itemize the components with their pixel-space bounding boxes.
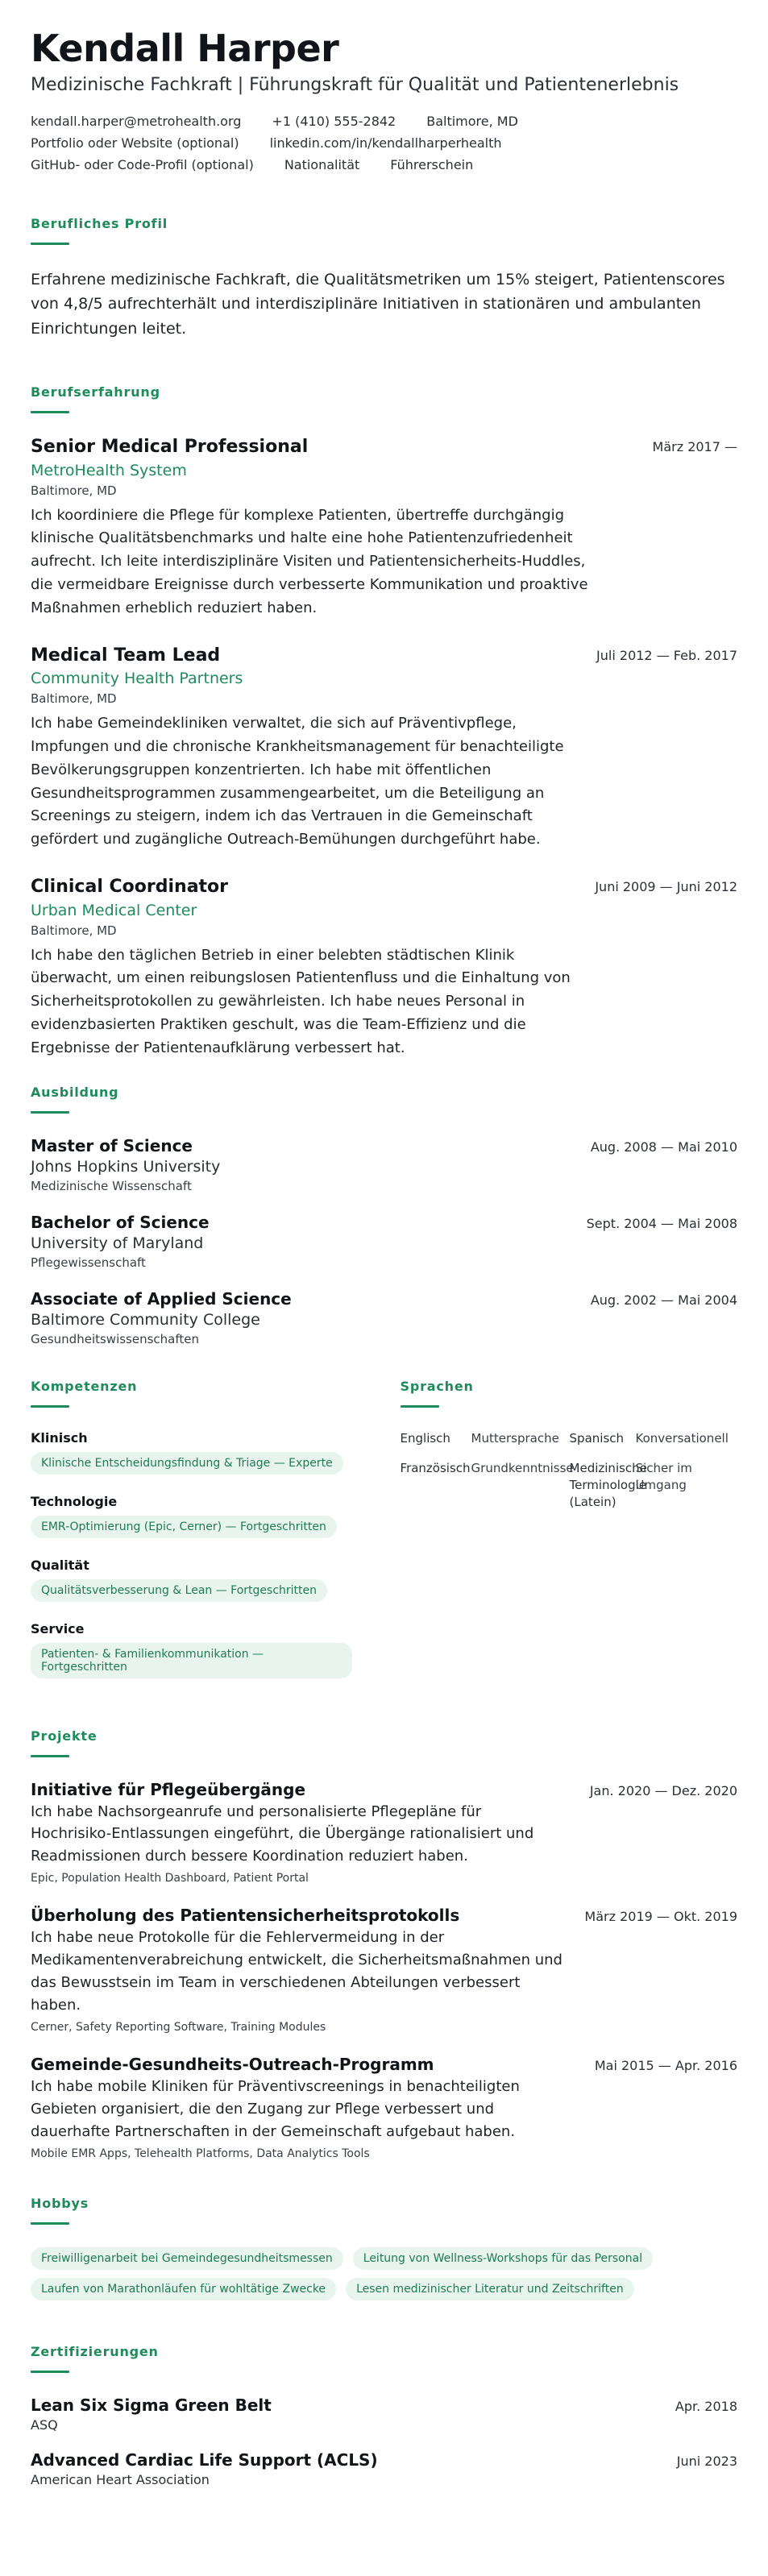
- experience-entry: [31, 876, 737, 1060]
- project-date: Mai 2015 — Apr. 2016: [594, 2057, 737, 2073]
- certification-date: Apr. 2018: [675, 2398, 737, 2414]
- contact-location: Baltimore, MD: [426, 113, 518, 129]
- education-entry: [31, 1289, 737, 1346]
- field-of-study: Pflegewissenschaft: [31, 1255, 146, 1270]
- certification-issuer: ASQ: [31, 2416, 58, 2433]
- skills-section: [31, 1379, 352, 1696]
- skill-category: Klinisch: [31, 1429, 88, 1446]
- experience-entry: [31, 436, 737, 620]
- section-divider: [31, 411, 69, 413]
- skills-languages-row: [31, 1379, 737, 1696]
- degree: Bachelor of Science: [31, 1212, 210, 1232]
- project-entry: [31, 1906, 737, 2034]
- skill-chip: EMR-Optimierung (Epic, Cerner) — Fortgeschritten: [31, 1516, 337, 1538]
- section-title: Berufserfahrung: [31, 384, 160, 400]
- experience-section: [31, 384, 737, 1060]
- certification-name: Lean Six Sigma Green Belt: [31, 2395, 272, 2415]
- section-divider: [401, 1405, 439, 1408]
- skill-group: [31, 1494, 352, 1556]
- hobby-chip: Lesen medizinischer Literatur und Zeitschriften: [346, 2278, 634, 2300]
- project-tools: Mobile EMR Apps, Telehealth Platforms, Data Analytics Tools: [31, 2147, 370, 2160]
- language-name: Spanisch: [569, 1430, 625, 1446]
- certification-entry: [31, 2450, 737, 2487]
- projects-section: [31, 1728, 737, 2160]
- section-divider: [31, 2371, 69, 2373]
- project-date: März 2019 — Okt. 2019: [584, 1909, 737, 1925]
- certification-date: Juni 2023: [676, 2453, 737, 2469]
- language-level: Sicher im Umgang: [635, 1460, 692, 1492]
- job-location: Baltimore, MD: [31, 923, 117, 938]
- contact-portfolio[interactable]: Portfolio oder Website (optional): [31, 135, 239, 151]
- employer: Community Health Partners: [31, 670, 243, 688]
- section-divider: [31, 1405, 69, 1408]
- language-level: Muttersprache: [471, 1430, 559, 1446]
- profile-summary: Erfahrene medizinische Fachkraft, die Qualitätsmetriken um 15% steigert, Patientenscores von 4,8/5 aufrechterhält und interdisziplinäre Initiativen in stationären und ambulanten Einrichtungen leitet.: [31, 270, 725, 338]
- job-description: Ich koordiniere die Pflege für komplexe Patienten, übertreffe durchgängig klinische Qualitätsbenchmarks und halte eine hohe Patientenzufriedenheit aufrecht. Ich leite interdisziplinäre Visiten und Patientensicherheits-Huddles, die vermeidbare Ereignisse durch verbesserte Kommunikation und proaktive Maßnahmen erheblich reduziert haben.: [31, 506, 588, 616]
- hobby-chip: Leitung von Wellness-Workshops für das Personal: [353, 2247, 653, 2270]
- school: Baltimore Community College: [31, 1310, 260, 1329]
- section-divider: [31, 1755, 69, 1757]
- section-title: Berufliches Profil: [31, 215, 168, 231]
- skill-chip: Klinische Entscheidungsfindung & Triage — Experte: [31, 1452, 343, 1475]
- project-name: Gemeinde-Gesundheits-Outreach-Programm: [31, 2054, 434, 2074]
- field-of-study: Medizinische Wissenschaft: [31, 1178, 192, 1193]
- language-level: Grundkenntnisse: [471, 1460, 574, 1475]
- education-entry: [31, 1136, 737, 1193]
- section-title: Sprachen: [400, 1378, 474, 1394]
- certifications-section: [31, 2344, 737, 2487]
- resume-header: [31, 29, 737, 172]
- education-date: Aug. 2008 — Mai 2010: [590, 1139, 737, 1155]
- contact-phone[interactable]: +1 (410) 555-2842: [272, 113, 396, 129]
- project-description: Ich habe mobile Kliniken für Präventivscreenings in benachteiligten Gebieten organisiert, die den Zugang zur Pflege verbessert und dauerhafte Partnerschaften in der Gemeinschaft aufgebaut haben.: [31, 2077, 520, 2140]
- job-description: Ich habe Gemeindekliniken verwaltet, die sich auf Präventivpflege, Impfungen und die chronische Krankheitsmanagement für benachteiligte Bevölkerungsgruppen konzentrierten. Ich habe mit öffentlichen Gesundheitsprogrammen zusammengearbeitet, um die Beteiligung an Screenings zu steigern, indem ich das Vertrauen in die Gemeinschaft gefördert und zugängliche Outreach-Bemühungen durchgeführt habe.: [31, 715, 564, 848]
- certification-entry: [31, 2396, 737, 2433]
- job-date: Juni 2009 — Juni 2012: [595, 879, 737, 895]
- education-date: Sept. 2004 — Mai 2008: [586, 1215, 737, 1231]
- language-name: Französisch: [400, 1460, 471, 1475]
- project-name: Überholung des Patientensicherheitsprotokolls: [31, 1906, 460, 1926]
- language-level: Konversationell: [635, 1430, 729, 1446]
- employer: MetroHealth System: [31, 461, 187, 479]
- education-date: Aug. 2002 — Mai 2004: [590, 1292, 737, 1308]
- job-description: Ich habe den täglichen Betrieb in einer belebten städtischen Klinik überwacht, um einen reibungslosen Patientenfluss und die Einhaltung von Sicherheitsprotokollen zu gewährleisten. Ich habe neues Personal in evidenzbasierten Praktiken geschult, was die Team-Effizienz und die Ergebnisse der Patientenaufklärung verbessert hat.: [31, 946, 571, 1056]
- contact-nationality: Nationalität: [284, 156, 360, 172]
- degree: Associate of Applied Science: [31, 1288, 292, 1309]
- education-section: [31, 1085, 737, 1346]
- languages-grid: [401, 1430, 737, 1511]
- skill-group: [31, 1558, 352, 1620]
- project-entry: [31, 2055, 737, 2160]
- section-divider: [31, 1111, 69, 1114]
- hobbies-section: [31, 2196, 737, 2300]
- languages-section: [401, 1379, 737, 1696]
- contact-linkedin[interactable]: linkedin.com/in/kendallharperhealth: [269, 135, 502, 151]
- skill-group: [31, 1430, 352, 1492]
- education-entry: [31, 1213, 737, 1270]
- contact-bar: [31, 114, 737, 172]
- candidate-headline: Medizinische Fachkraft | Führungskraft für Qualität und Patientenerlebnis: [31, 75, 679, 96]
- candidate-name: Kendall Harper: [31, 27, 339, 70]
- skill-category: Technologie: [31, 1493, 118, 1509]
- section-title: Hobbys: [31, 2195, 89, 2211]
- skill-chip: Patienten- & Familienkommunikation — Fortgeschritten: [31, 1643, 352, 1678]
- school: Johns Hopkins University: [31, 1157, 221, 1176]
- language-name: Englisch: [400, 1430, 450, 1446]
- job-title: Clinical Coordinator: [31, 877, 229, 898]
- project-description: Ich habe Nachsorgeanrufe und personalisierte Pflegepläne für Hochrisiko-Entlassungen eingeführt, die Übergänge rationalisiert und Readmissionen durch bessere Koordination reduziert haben.: [31, 1802, 534, 1865]
- language-name: Medizinische Terminologie (Latein): [569, 1460, 647, 1509]
- certification-name: Advanced Cardiac Life Support (ACLS): [31, 2449, 378, 2470]
- project-tools: Epic, Population Health Dashboard, Patient Portal: [31, 1872, 309, 1885]
- section-title: Ausbildung: [31, 1084, 119, 1100]
- job-date: März 2017 —: [652, 439, 737, 455]
- contact-github[interactable]: GitHub- oder Code-Profil (optional): [31, 156, 254, 172]
- degree: Master of Science: [31, 1135, 193, 1155]
- section-title: Zertifizierungen: [31, 2343, 159, 2359]
- hobby-chip: Freiwilligenarbeit bei Gemeindegesundheitsmessen: [31, 2247, 343, 2270]
- contact-license: Führerschein: [390, 156, 474, 172]
- skill-chip: Qualitätsverbesserung & Lean — Fortgeschritten: [31, 1579, 327, 1602]
- profile-section: [31, 216, 737, 341]
- hobby-chip: Laufen von Marathonläufen für wohltätige Zwecke: [31, 2278, 336, 2300]
- skill-category: Qualität: [31, 1557, 89, 1573]
- project-date: Jan. 2020 — Dez. 2020: [589, 1782, 737, 1798]
- field-of-study: Gesundheitswissenschaften: [31, 1331, 199, 1346]
- section-divider: [31, 2222, 69, 2225]
- section-title: Kompetenzen: [31, 1378, 138, 1394]
- project-tools: Cerner, Safety Reporting Software, Training Modules: [31, 2020, 326, 2034]
- hobby-list: [31, 2247, 708, 2300]
- employer: Urban Medical Center: [31, 901, 197, 919]
- job-location: Baltimore, MD: [31, 691, 117, 707]
- experience-entry: [31, 645, 737, 852]
- section-divider: [31, 243, 69, 245]
- skill-category: Service: [31, 1620, 85, 1636]
- certification-issuer: American Heart Association: [31, 2471, 210, 2487]
- job-date: Juli 2012 — Feb. 2017: [596, 647, 737, 663]
- section-title: Projekte: [31, 1728, 98, 1744]
- job-title: Senior Medical Professional: [31, 437, 309, 458]
- job-location: Baltimore, MD: [31, 483, 117, 498]
- project-name: Initiative für Pflegeübergänge: [31, 1779, 306, 1799]
- contact-email[interactable]: kendall.harper@metrohealth.org: [31, 113, 242, 129]
- school: University of Maryland: [31, 1234, 204, 1252]
- project-entry: [31, 1780, 737, 1885]
- skill-group: [31, 1621, 352, 1696]
- job-title: Medical Team Lead: [31, 645, 221, 666]
- project-description: Ich habe neue Protokolle für die Fehlervermeidung in der Medikamentenverabreichung entwickelt, die Sicherheitsmaßnahmen und das Bewusstsein im Team in verschiedenen Abteilungen verbessert haben.: [31, 1929, 563, 2014]
